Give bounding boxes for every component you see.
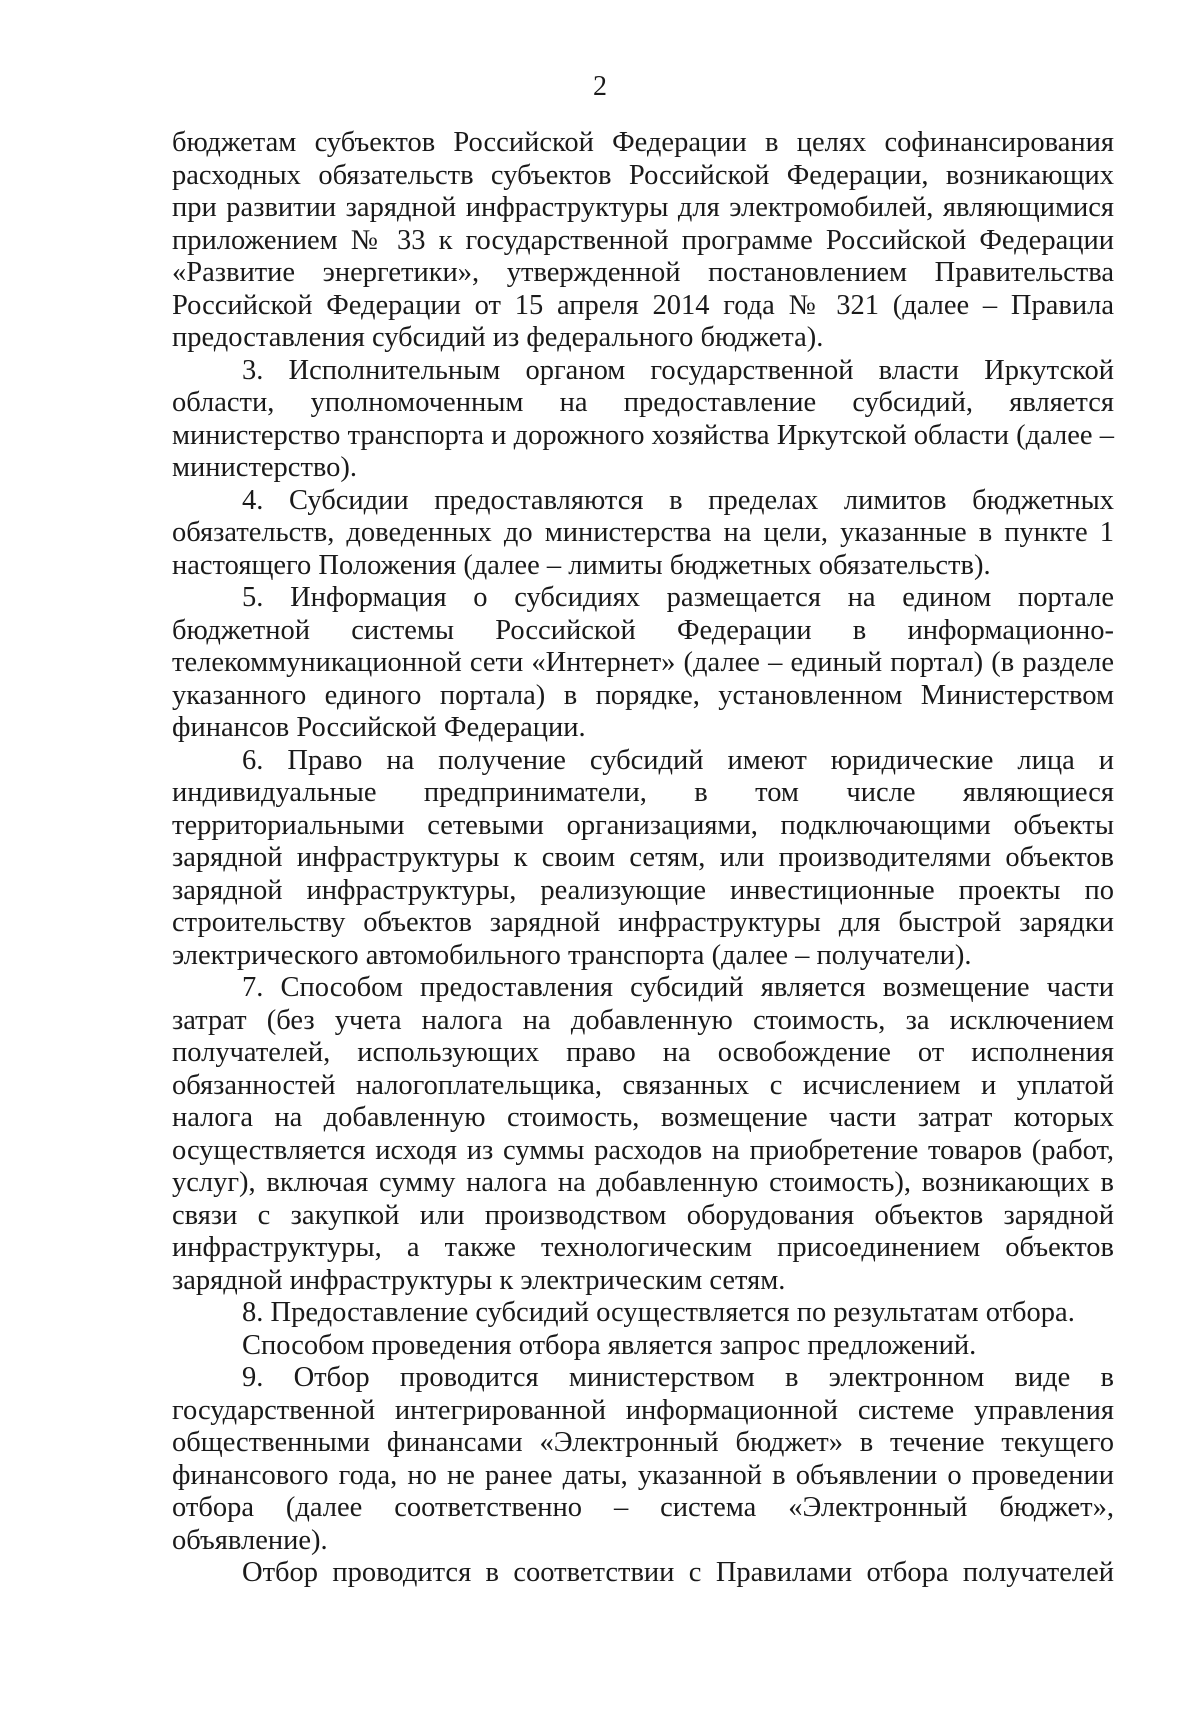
paragraph-item-3: 3. Исполнительным органом государственной власти Иркутской области, уполномоченным на предоставление субсидий, является министерство транспорта и дорожного хозяйства Иркутской области (далее – министерство).: [172, 354, 1114, 483]
paragraph-item-6: 6. Право на получение субсидий имеют юридические лица и индивидуальные предприниматели, в том числе являющиеся территориальными сетевыми организациями, подключающими объекты зарядной инфраструктуры к своим сетям, или производителями объектов зарядной инфраструктуры, реализующие инвестиционные проекты по строительству объектов зарядной инфраструктуры для быстрой зарядки электрического автомобильного транспорта (далее – получатели).: [172, 744, 1114, 971]
paragraph-item-9: 9. Отбор проводится министерством в электронном виде в государственной интегрированной информационной системе управления общественными финансами «Электронный бюджет» в течение текущего финансового года, но не ранее даты, указанной в объявлении о проведении отбора (далее соответственно – система «Электронный бюджет», объявление).: [172, 1362, 1114, 1556]
paragraph-item-8: 8. Предоставление субсидий осуществляется по результатам отбора.: [242, 1297, 1075, 1328]
paragraph-continuation: бюджетам субъектов Российской Федерации в целях софинансирования расходных обязательств субъектов Российской Федерации, возникающих при развитии зарядной инфраструктуры для электромобилей, являющимися приложением № 33 к государственной программе Российской Федерации «Развитие энергетики», утвержденной постановлением Правительства Российской Федерации от 15 апреля 2014 года № 321 (далее – Правила предоставления субсидий из федерального бюджета).: [172, 127, 1114, 353]
paragraph-item-5: 5. Информация о субсидиях размещается на едином портале бюджетной системы Российской Федерации в информационно-телекоммуникационной сети «Интернет» (далее – единый портал) (в разделе указанного единого портала) в порядке, установленном Министерством финансов Российской Федерации.: [172, 582, 1114, 743]
paragraph-item-7: 7. Способом предоставления субсидий является возмещение части затрат (без учета налога на добавленную стоимость, за исключением получателей, использующих право на освобождение от исполнения обязанностей налогоплательщика, связанных с исчислением и уплатой налога на добавленную стоимость, возмещение части затрат которых осуществляется исходя из суммы расходов на приобретение товаров (работ, услуг), включая сумму налога на добавленную стоимость), возникающих в связи с закупкой или производством оборудования объектов зарядной инфраструктуры, а также технологическим присоединением объектов зарядной инфраструктуры к электрическим сетям.: [172, 972, 1114, 1296]
document-body: [172, 127, 1114, 1590]
page-number: 2: [593, 71, 607, 102]
paragraph-item-4: 4. Субсидии предоставляются в пределах лимитов бюджетных обязательств, доведенных до министерства на цели, указанные в пункте 1 настоящего Положения (далее – лимиты бюджетных обязательств).: [172, 484, 1114, 581]
paragraph-selection-rules: Отбор проводится в соответствии с Правилами отбора получателей: [242, 1557, 1114, 1588]
paragraph-selection-method: Способом проведения отбора является запрос предложений.: [242, 1329, 977, 1361]
